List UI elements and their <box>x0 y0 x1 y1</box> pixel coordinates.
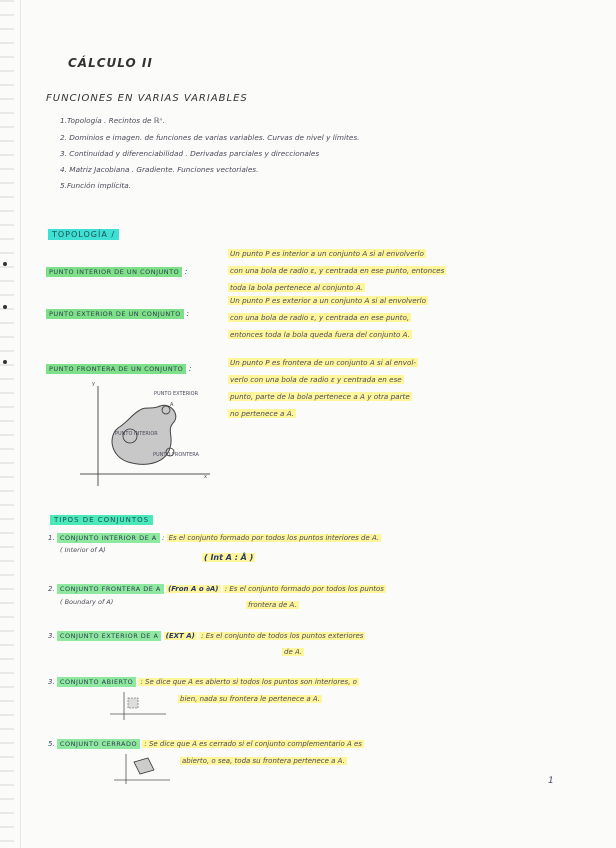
label-punto-exterior: PUNTO EXTERIOR <box>154 391 199 397</box>
tipo-1-header: 1. CONJUNTO INTERIOR DE A : Es el conjunto formado por todos los puntos interiores de A. <box>48 534 380 542</box>
tipo-line: bien, nada su frontera le pertenece a A. <box>180 695 321 703</box>
tipo-abierto-line2 <box>178 695 322 703</box>
def-frontera-term: PUNTO FRONTERA DE UN CONJUNTO : <box>46 356 192 375</box>
tipo-abierto-header <box>48 678 359 686</box>
def-exterior-term: PUNTO EXTERIOR DE UN CONJUNTO : <box>46 301 189 320</box>
tipo-line: : Es el conjunto de todos los puntos exteriores <box>201 632 364 640</box>
tipo-number: 2. <box>48 585 55 593</box>
tipo-line: : Se dice que A es abierto si todos los puntos son interiores, o <box>140 678 357 686</box>
def-line: toda la bola pertenece al conjunto A. <box>230 283 364 292</box>
def-line: con una bola de radio ε, y centrada en ese punto, entonces <box>230 266 445 275</box>
bullet-dot <box>3 360 7 364</box>
def-interior-text <box>228 245 558 296</box>
def-exterior-text <box>228 292 558 343</box>
section-topologia-label: TOPOLOGÍA / <box>48 229 119 240</box>
topic-4: 4. Matriz Jacobiana . Gradiente. Funciones vectoriales. <box>60 165 259 174</box>
sketch-closed-set <box>134 758 154 774</box>
tipo-line: : Es el conjunto formado por todos los puntos <box>224 585 384 593</box>
tipo-2-line2 <box>246 601 299 609</box>
def-line: no pertenece a A. <box>230 409 295 418</box>
topic-3: 3. Continuidad y diferenciabilidad . Derivadas parciales y direccionales <box>60 149 320 158</box>
def-line: verlo con una bola de radio ε y centrada en ese <box>230 375 402 384</box>
sketch-open-set <box>128 698 138 708</box>
tipo-notation: ( Int A : Å ) <box>204 553 254 562</box>
page-number: 1 <box>548 776 554 786</box>
topic-2: 2. Dominios e imagen. de funciones de varias variables. Curvas de nivel y límites. <box>60 133 360 142</box>
tipo-1-notation <box>202 553 255 562</box>
tipo-number: 3. <box>48 678 55 686</box>
def-interior-term: PUNTO INTERIOR DE UN CONJUNTO : <box>46 259 187 278</box>
tipo-number: 1. <box>48 534 55 542</box>
def-interior-term-label: PUNTO INTERIOR DE UN CONJUNTO <box>46 267 182 277</box>
label-punto-interior: PUNTO INTERIOR <box>115 431 158 437</box>
section-tipos <box>50 507 153 526</box>
label-axis-x: x <box>204 474 207 480</box>
tipo-number: 3. <box>48 632 55 640</box>
tipo-cerrado-line2 <box>180 757 347 765</box>
tipo-line: : Se dice que A es cerrado si el conjunto complementario A es <box>144 740 362 748</box>
tipo-term: CONJUNTO ABIERTO <box>57 677 136 687</box>
tipo-notation: (Fron A o ∂A) <box>168 585 219 593</box>
def-frontera-term-label: PUNTO FRONTERA DE UN CONJUNTO <box>46 364 186 374</box>
page-subtitle: FUNCIONES EN VARIAS VARIABLES <box>46 93 248 104</box>
def-line: Un punto P es frontera de un conjunto A si al envol- <box>230 358 416 367</box>
tipo-1-sub: ( Interior of A) <box>60 546 106 554</box>
topic-5: 5.Función implícita. <box>60 181 132 190</box>
tipo-line: frontera de A. <box>248 601 297 609</box>
tipo-line: Es el conjunto formado por todos los puntos interiores de A. <box>168 534 380 542</box>
tipo-line: de A. <box>284 648 303 656</box>
tipo-term: CONJUNTO INTERIOR DE A <box>57 533 160 543</box>
tipo-term: CONJUNTO EXTERIOR DE A <box>57 631 162 641</box>
def-line: punto, parte de la bola pertenece a A y otra parte <box>230 392 410 401</box>
section-tipos-label: TIPOS DE CONJUNTOS <box>50 515 153 525</box>
tipo-3-line2 <box>282 648 304 656</box>
tipo-term: CONJUNTO FRONTERA DE A <box>57 584 164 594</box>
def-line: entonces toda la bola queda fuera del conjunto A. <box>230 330 411 339</box>
tipo-2-sub: ( Boundary of A) <box>60 598 114 606</box>
tipo-number: 5. <box>48 740 55 748</box>
tipo-2-header <box>48 585 386 593</box>
label-set-a: A <box>170 402 174 408</box>
tipo-3-header <box>48 632 365 640</box>
def-line: Un punto P es exterior a un conjunto A si al envolverlo <box>230 296 427 305</box>
bullet-dot <box>3 305 7 309</box>
margin-line <box>20 0 21 848</box>
tipo-line: abierto, o sea, toda su frontera pertenece a A. <box>182 757 345 765</box>
tipo-notation: (EXT A) <box>165 632 195 640</box>
topic-1: 1.Topología . Recintos de ℝⁿ. <box>60 116 165 125</box>
binder-holes <box>0 0 14 848</box>
section-topologia <box>48 222 119 241</box>
abierto-sketch <box>108 690 168 722</box>
def-exterior-term-label: PUNTO EXTERIOR DE UN CONJUNTO <box>46 309 184 319</box>
def-line: con una bola de radio ε, y centrada en ese punto, <box>230 313 410 322</box>
bullet-dot <box>3 262 7 266</box>
label-axis-y: y <box>92 381 95 387</box>
def-line: Un punto P es interior a un conjunto A si al envolverlo <box>230 249 424 258</box>
page-title: CÁLCULO II <box>68 56 153 70</box>
def-frontera-text <box>228 354 568 422</box>
label-punto-frontera: PUNTO FRONTERA <box>153 452 199 458</box>
tipo-cerrado-header <box>48 740 364 748</box>
cerrado-sketch <box>112 752 172 786</box>
tipo-term: CONJUNTO CERRADO <box>57 739 140 749</box>
